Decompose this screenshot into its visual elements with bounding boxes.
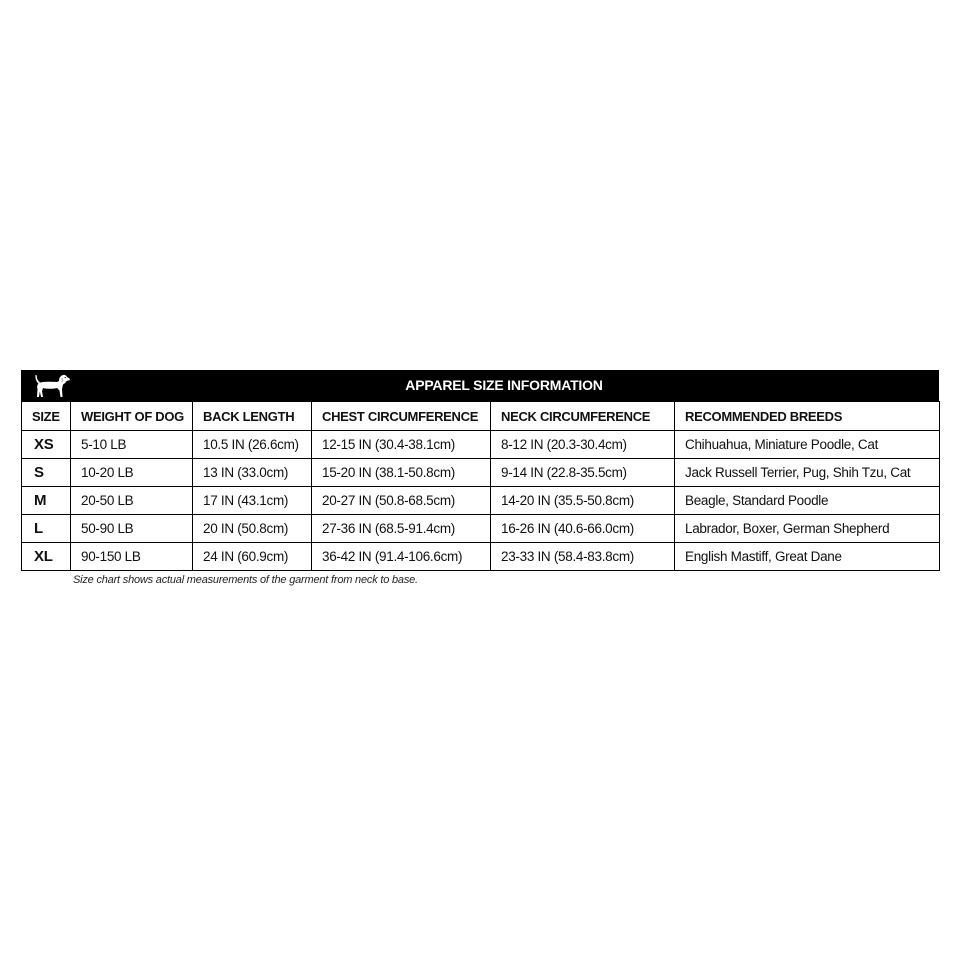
neck-cell: 16-26 IN (40.6-66.0cm) [491,515,675,543]
size-cell: XS [22,431,71,459]
weight-cell: 20-50 LB [71,487,193,515]
table-row [22,543,940,571]
size-table [21,401,940,571]
back-length-cell: 10.5 IN (26.6cm) [193,431,312,459]
table-row [22,515,940,543]
footnote: Size chart shows actual measurements of the garment from neck to base. [73,574,418,586]
back-length-cell: 20 IN (50.8cm) [193,515,312,543]
neck-cell: 9-14 IN (22.8-35.5cm) [491,459,675,487]
title-bar [21,370,939,401]
weight-cell: 10-20 LB [71,459,193,487]
breeds-cell: Labrador, Boxer, German Shepherd [675,515,940,543]
table-row [22,431,940,459]
column-header-chest: CHEST CIRCUMFERENCE [312,402,491,431]
header-row [22,402,940,431]
back-length-cell: 24 IN (60.9cm) [193,543,312,571]
breeds-cell: English Mastiff, Great Dane [675,543,940,571]
chart-title: APPAREL SIZE INFORMATION [405,377,603,393]
size-cell: L [22,515,71,543]
size-cell: M [22,487,71,515]
column-header-weight: WEIGHT OF DOG [71,402,193,431]
size-chart [21,370,939,586]
weight-cell: 50-90 LB [71,515,193,543]
chest-cell: 27-36 IN (68.5-91.4cm) [312,515,491,543]
chest-cell: 36-42 IN (91.4-106.6cm) [312,543,491,571]
size-cell: S [22,459,71,487]
table-row [22,487,940,515]
column-header-neck: NECK CIRCUMFERENCE [491,402,675,431]
neck-cell: 23-33 IN (58.4-83.8cm) [491,543,675,571]
breeds-cell: Jack Russell Terrier, Pug, Shih Tzu, Cat [675,459,940,487]
neck-cell: 14-20 IN (35.5-50.8cm) [491,487,675,515]
column-header-breeds: RECOMMENDED BREEDS [675,402,940,431]
back-length-cell: 13 IN (33.0cm) [193,459,312,487]
chest-cell: 12-15 IN (30.4-38.1cm) [312,431,491,459]
chest-cell: 15-20 IN (38.1-50.8cm) [312,459,491,487]
column-header-back-length: BACK LENGTH [193,402,312,431]
breeds-cell: Beagle, Standard Poodle [675,487,940,515]
weight-cell: 5-10 LB [71,431,193,459]
size-cell: XL [22,543,71,571]
back-length-cell: 17 IN (43.1cm) [193,487,312,515]
column-header-size: SIZE [22,402,71,431]
chest-cell: 20-27 IN (50.8-68.5cm) [312,487,491,515]
breeds-cell: Chihuahua, Miniature Poodle, Cat [675,431,940,459]
neck-cell: 8-12 IN (20.3-30.4cm) [491,431,675,459]
table-row [22,459,940,487]
weight-cell: 90-150 LB [71,543,193,571]
